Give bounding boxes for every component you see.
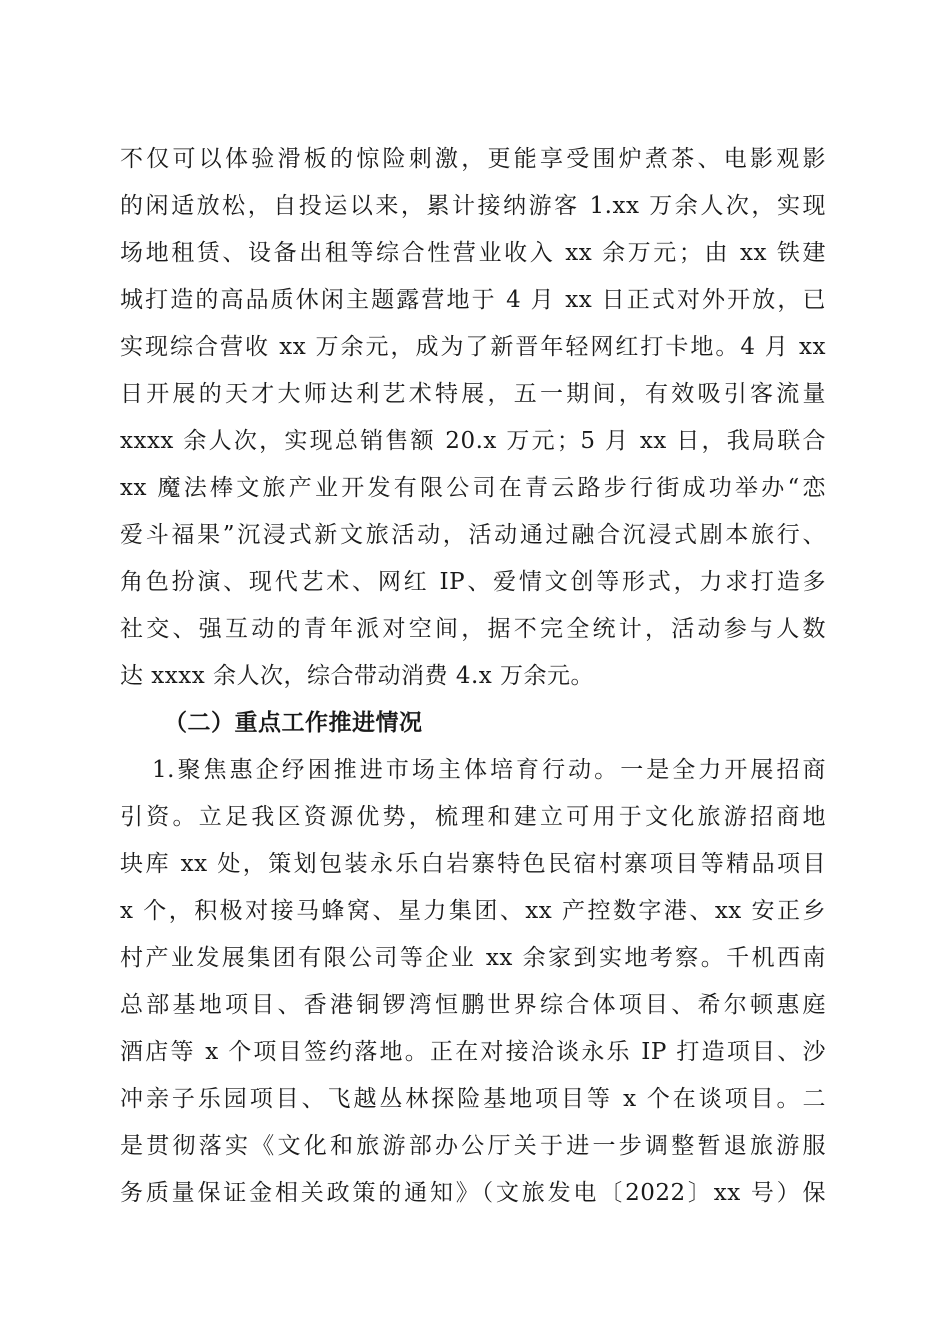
body-text-line: 总部基地项目、香港铜锣湾恒鹏世界综合体项目、希尔顿惠庭 xyxy=(120,992,826,1018)
body-text-line: 的闲适放松，自投运以来，累计接纳游客 1.xx 万余人次，实现 xyxy=(120,193,826,219)
body-text-line: 1.聚焦惠企纾困推进市场主体培育行动。一是全力开展招商 xyxy=(152,757,826,783)
body-text-line: 社交、强互动的青年派对空间，据不完全统计，活动参与人数 xyxy=(120,616,826,642)
body-text-line: 是贯彻落实《文化和旅游部办公厅关于进一步调整暂退旅游服 xyxy=(120,1133,826,1159)
section-heading: （二）重点工作推进情况 xyxy=(164,709,423,736)
body-text-line: 达 xxxx 余人次，综合带动消费 4.x 万余元。 xyxy=(120,663,595,689)
body-text-line: 酒店等 x 个项目签约落地。正在对接洽谈永乐 IP 打造项目、沙 xyxy=(120,1039,826,1065)
body-text-line: 务质量保证金相关政策的通知》（文旅发电〔2022〕xx 号）保 xyxy=(120,1180,826,1206)
body-text-line: 引资。立足我区资源优势，梳理和建立可用于文化旅游招商地 xyxy=(120,804,826,830)
body-text-line: xxxx 余人次，实现总销售额 20.x 万元；5 月 xx 日，我局联合 xyxy=(120,428,826,454)
body-text-line: 冲亲子乐园项目、飞越丛林探险基地项目等 x 个在谈项目。二 xyxy=(120,1086,826,1112)
body-text-line: 爱斗福果”沉浸式新文旅活动，活动通过融合沉浸式剧本旅行、 xyxy=(120,522,826,548)
body-text-line: 块库 xx 处，策划包装永乐白岩寨特色民宿村寨项目等精品项目 xyxy=(120,851,826,877)
body-text-line: 不仅可以体验滑板的惊险刺激，更能享受围炉煮茶、电影观影 xyxy=(120,146,826,172)
body-text-line: 场地租赁、设备出租等综合性营业收入 xx 余万元；由 xx 铁建 xyxy=(120,240,826,266)
body-text-line: 城打造的高品质休闲主题露营地于 4 月 xx 日正式对外开放，已 xyxy=(120,287,826,313)
body-text-line: 村产业发展集团有限公司等企业 xx 余家到实地考察。千机西南 xyxy=(120,945,826,971)
body-text-line: 日开展的天才大师达利艺术特展，五一期间，有效吸引客流量 xyxy=(120,381,826,407)
body-text-line: 实现综合营收 xx 万余元，成为了新晋年轻网红打卡地。4 月 xx xyxy=(120,334,826,360)
body-text-line: 角色扮演、现代艺术、网红 IP、爱情文创等形式，力求打造多 xyxy=(120,569,826,595)
body-text-line: xx 魔法棒文旅产业开发有限公司在青云路步行街成功举办“恋 xyxy=(120,475,826,501)
body-text-line: x 个，积极对接马蜂窝、星力集团、xx 产控数字港、xx 安正乡 xyxy=(120,898,826,924)
